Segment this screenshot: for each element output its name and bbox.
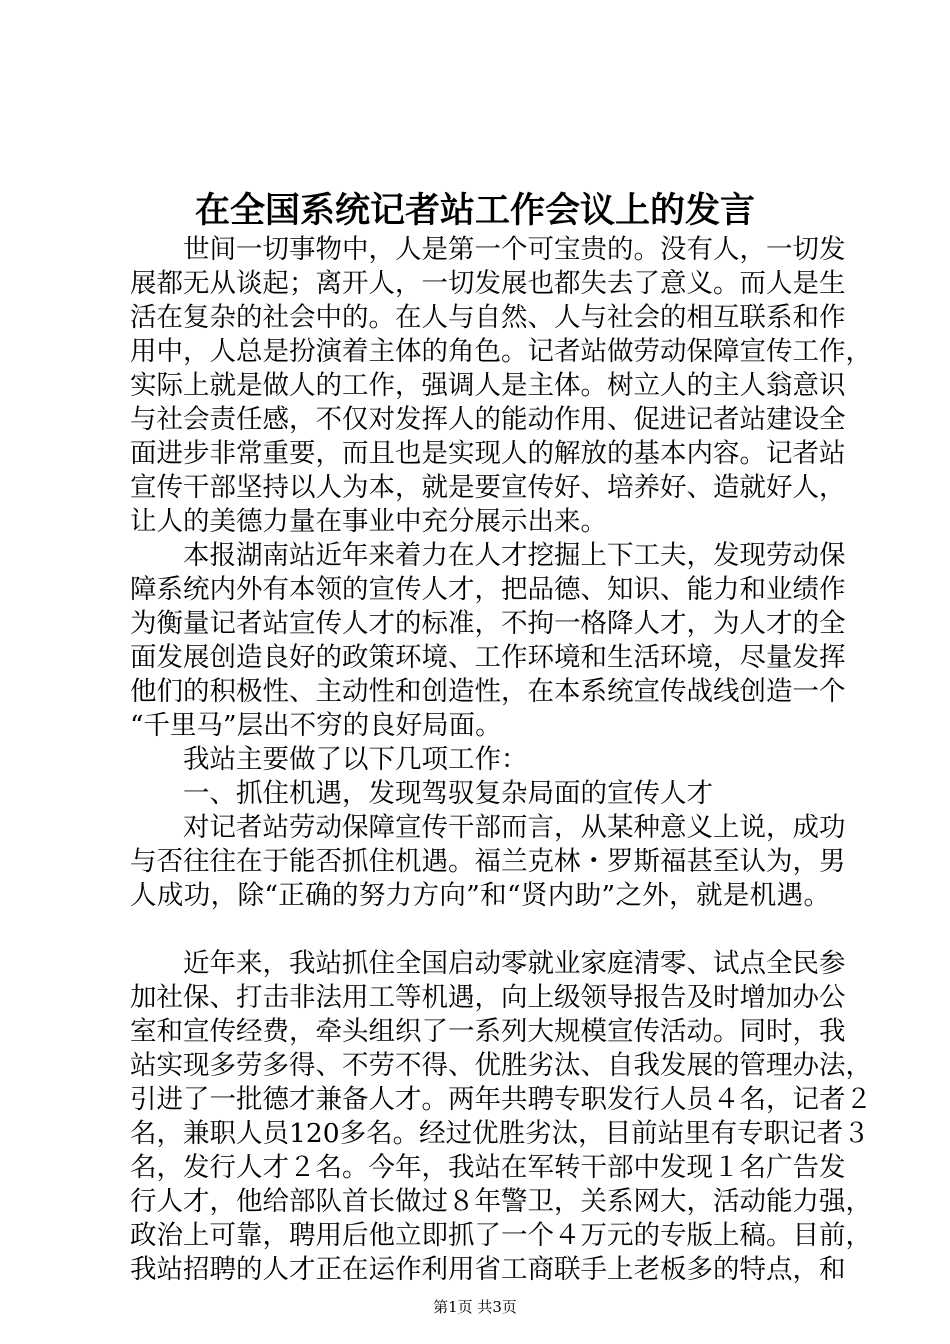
page-footer: 第1页 共3页 <box>433 1298 517 1316</box>
paragraph-line: 为衡量记者站宣传人才的标准，不拘一格降人才，为人才的全 <box>130 608 846 639</box>
paragraph-line: 名，发行人才２名。今年，我站在军转干部中发现１名广告发 <box>130 1152 846 1183</box>
section-heading: 一、抓住机遇，发现驾驭复杂局面的宣传人才 <box>183 778 713 809</box>
paragraph-line: 站实现多劳多得、不劳不得、优胜劣汰、自我发展的管理办法， <box>130 1050 872 1081</box>
paragraph-line: 面发展创造良好的政策环境、工作环境和生活环境，尽量发挥 <box>130 642 846 673</box>
paragraph-line: 活在复杂的社会中的。在人与自然、人与社会的相互联系和作 <box>130 302 846 333</box>
paragraph-line: 我站招聘的人才正在运作利用省工商联手上老板多的特点，和 <box>130 1254 846 1285</box>
paragraph-line: 他们的积极性、主动性和创造性，在本系统宣传战线创造一个 <box>130 676 846 707</box>
paragraph-line: 对记者站劳动保障宣传干部而言，从某种意义上说，成功 <box>183 812 846 843</box>
paragraph-line: 行人才，他给部队首长做过８年警卫，关系网大，活动能力强， <box>130 1186 872 1217</box>
paragraph-line: “千里马”层出不穷的良好局面。 <box>130 710 502 741</box>
paragraph-line: 让人的美德力量在事业中充分展示出来。 <box>130 506 607 537</box>
paragraph-line: 障系统内外有本领的宣传人才，把品德、知识、能力和业绩作 <box>130 574 846 605</box>
paragraph-line: 引进了一批德才兼备人才。两年共聘专职发行人员４名，记者２ <box>130 1084 872 1115</box>
paragraph-line: 近年来，我站抓住全国启动零就业家庭清零、试点全民参 <box>183 948 846 979</box>
paragraph-line: 宣传干部坚持以人为本，就是要宣传好、培养好、造就好人， <box>130 472 846 503</box>
page-title: 在全国系统记者站工作会议上的发言 <box>194 190 755 231</box>
paragraph-line: 用中，人总是扮演着主体的角色。记者站做劳动保障宣传工作， <box>130 336 872 367</box>
paragraph-line: 展都无从谈起；离开人，一切发展也都失去了意义。而人是生 <box>130 268 846 299</box>
paragraph-line: 人成功，除“正确的努力方向”和“贤内助”之外，就是机遇。 <box>130 880 830 911</box>
paragraph-line: 实际上就是做人的工作，强调人是主体。树立人的主人翁意识 <box>130 370 846 401</box>
paragraph-line: 我站主要做了以下几项工作： <box>183 744 528 775</box>
paragraph-line: 与否往往在于能否抓住机遇。福兰克林・罗斯福甚至认为，男 <box>130 846 846 877</box>
paragraph-line: 室和宣传经费，牵头组织了一系列大规模宣传活动。同时，我 <box>130 1016 846 1047</box>
paragraph-line: 加社保、打击非法用工等机遇，向上级领导报告及时增加办公 <box>130 982 846 1013</box>
paragraph-line: 世间一切事物中，人是第一个可宝贵的。没有人，一切发 <box>183 234 846 265</box>
paragraph-line: 与社会责任感，不仅对发挥人的能动作用、促进记者站建设全 <box>130 404 846 435</box>
paragraph-line: 政治上可靠，聘用后他立即抓了一个４万元的专版上稿。目前， <box>130 1220 872 1251</box>
paragraph-line: 名，兼职人员120多名。经过优胜劣汰，目前站里有专职记者３ <box>130 1118 870 1149</box>
paragraph-line: 面进步非常重要，而且也是实现人的解放的基本内容。记者站 <box>130 438 846 469</box>
paragraph-line: 本报湖南站近年来着力在人才挖掘上下工夫，发现劳动保 <box>183 540 846 571</box>
